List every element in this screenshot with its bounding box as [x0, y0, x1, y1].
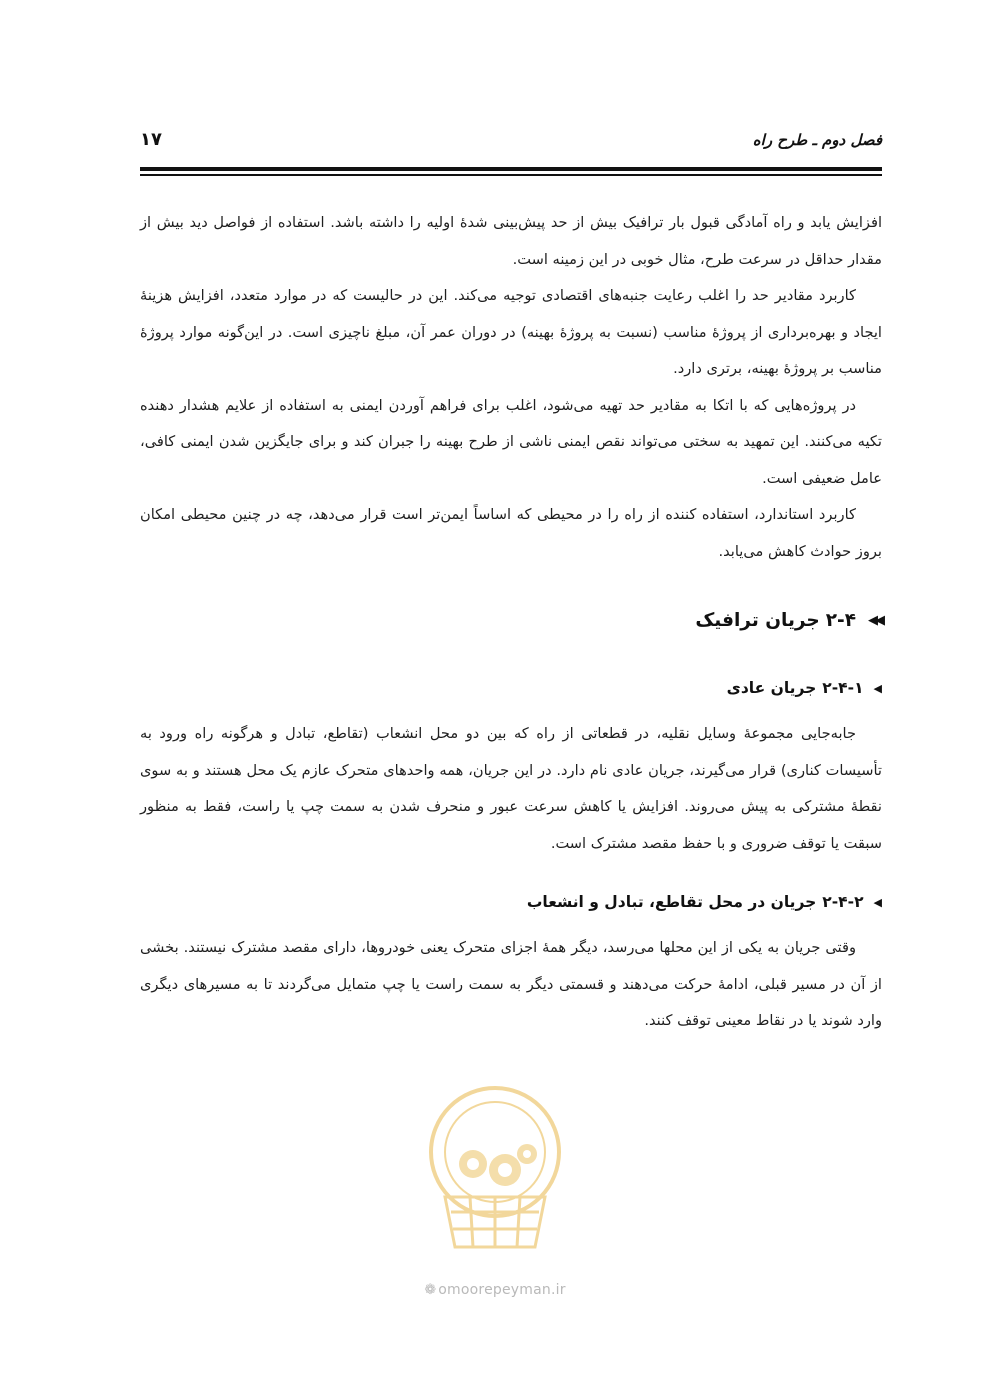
double-triangle-bullet-icon: ◀◀	[868, 612, 882, 628]
watermark-site: ❁ omoorepeyman.ir	[424, 1282, 566, 1298]
page-header	[140, 125, 882, 165]
subsection-title: جریان عادی	[726, 679, 817, 697]
logo-mark-icon: ❁	[424, 1282, 437, 1298]
page-number: ۱۷	[140, 129, 162, 150]
chapter-title: فصل دوم ـ طرح راه	[752, 131, 882, 149]
subsection-heading	[140, 884, 882, 920]
paragraph: وقتی جریان به یکی از این محلها می‌رسد، دیگر همهٔ اجزای متحرک یعنی خودروها، دارای مقصد مشترک نیستند. بخشی از آن در مسیر قبلی، ادامهٔ حرکت می‌دهند و قسمتی دیگر به سمت راست یا چپ متمایل می‌گردند تا به مسیرهای دیگری وارد شوند یا در نقاط معینی توقف کنند.	[140, 939, 882, 1029]
triangle-bullet-icon: ◀	[873, 681, 882, 695]
header-rule-thick	[140, 167, 882, 171]
paragraph: کاربرد مقادیر حد را اغلب رعایت جنبه‌های اقتصادی توجیه می‌کند. این در حالیست که در موارد متعدد، افزایش هزینهٔ ایجاد و بهره‌برداری از پروژهٔ مناسب (نسبت به پروژهٔ بهینه) در دوران عمر آن، مبلغ ناچیزی است. در این‌گونه موارد پروژهٔ مناسب بر پروژهٔ بهینه، برتری دارد.	[140, 287, 882, 377]
section-heading	[140, 600, 882, 640]
paragraph: افزایش یابد و راه آمادگی قبول بار ترافیک بیش از حد پیش‌بینی شدهٔ اولیه را داشته باشد. استفاده از فواصل دید بیش از مقدار حداقل در سرعت طرح، مثال خوبی در این زمینه است.	[140, 214, 882, 268]
subsection-number: ۲-۴-۲	[822, 893, 864, 911]
paragraph: کاربرد استاندارد، استفاده کننده از راه را در محیطی که اساساً ایمن‌تر است قرار می‌دهد، چه در چنین محیطی امکان بروز حوادث کاهش می‌یابد.	[140, 506, 882, 560]
subsection-heading	[140, 670, 882, 706]
subsection-title: جریان در محل تقاطع، تبادل و انشعاب	[526, 893, 817, 911]
subsection-number: ۲-۴-۱	[822, 679, 864, 697]
paragraph: در پروژه‌هایی که با اتکا به مقادیر حد تهیه می‌شود، اغلب برای فراهم آوردن ایمنی به استفاده از علایم هشدار دهنده تکیه می‌کنند. این تمهید به سختی می‌تواند نقص ایمنی ناشی از طرح بهینه را جبران کند و برای جایگزین شدن ایمنی کافی، عامل ضعیفی است.	[140, 396, 882, 487]
paragraph: جابه‌جایی مجموعهٔ وسایل نقلیه، در قطعاتی از راه که بین دو محل انشعاب (تقاطع، تبادل و هرگونه راه ورود به تأسیسات کناری) قرار می‌گیرند، جریان عادی نام دارد. در این جریان، همه واحدهای متحرک عازم یک محل هستند و به سوی نقطهٔ مشترکی به پیش می‌روند. افزایش یا کاهش سرعت عبور و منحرف شدن به سمت چپ یا راست، فقط به منظور سبقت یا توقف ضروری و با حفظ مقصد مشترک است.	[140, 725, 882, 852]
watermark-logo-icon	[415, 1072, 575, 1272]
section-title: جریان ترافیک	[695, 609, 820, 631]
triangle-bullet-icon: ◀	[873, 895, 882, 909]
page-body	[140, 205, 882, 1040]
section-number: ۲-۴	[825, 609, 856, 631]
header-rule-thin	[140, 174, 882, 176]
